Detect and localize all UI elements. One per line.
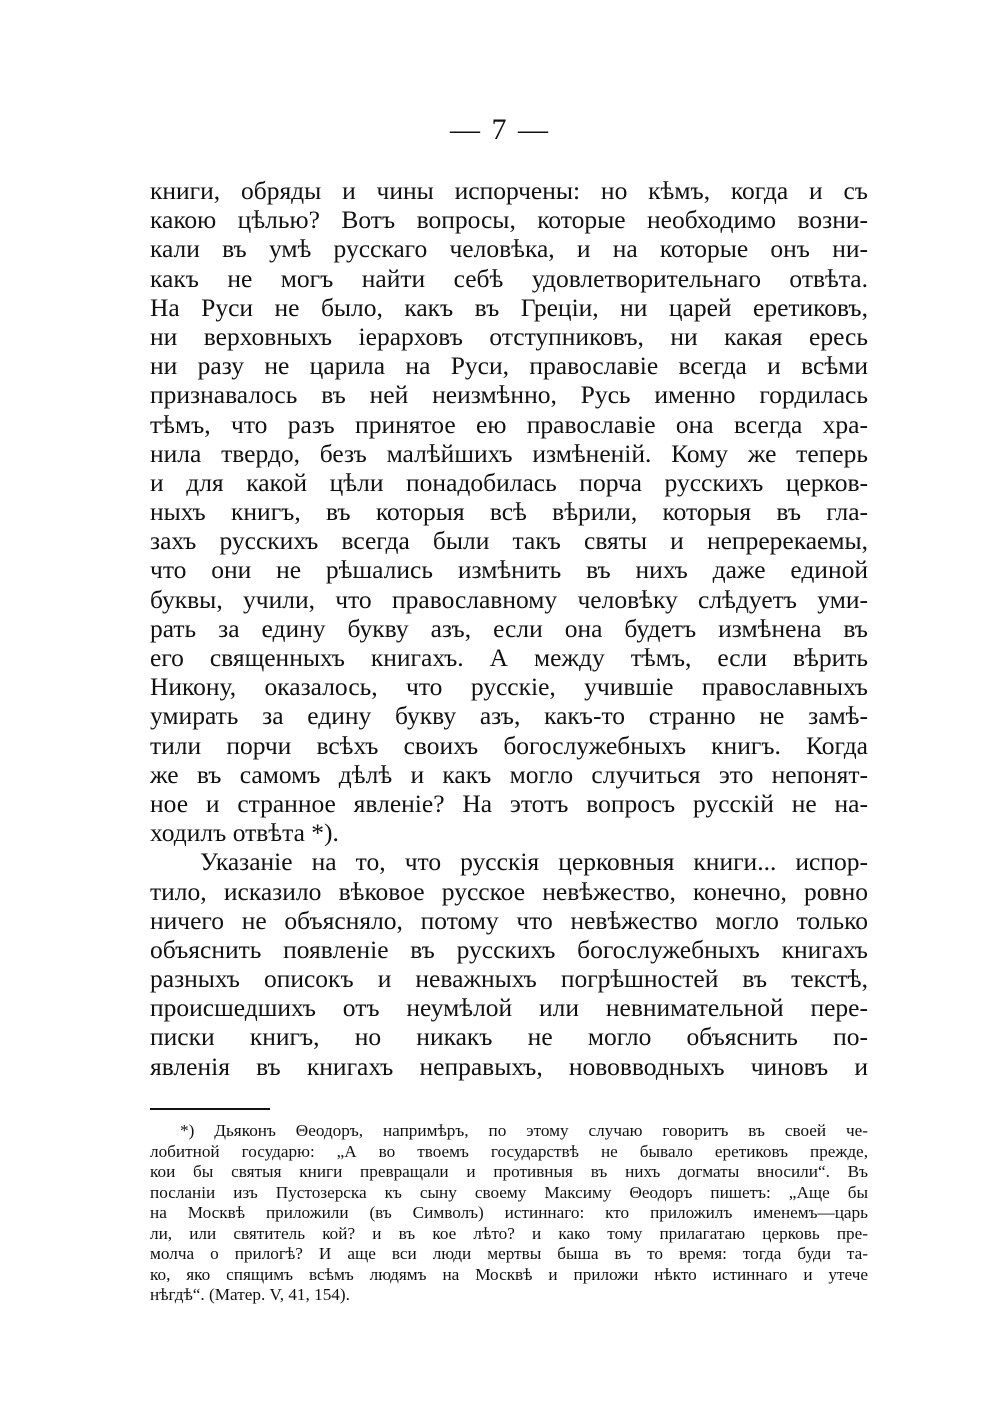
text-line: нила твердо, безъ малѣйшихъ измѣненій. Кому же теперь bbox=[150, 438, 868, 468]
footnote-line: на Москвѣ приложили (въ Символъ) истиннаго: кто приложилъ именемъ—царь bbox=[150, 1203, 868, 1222]
text-line: его священныхъ книгахъ. А между тѣмъ, если вѣрить bbox=[150, 643, 868, 672]
text-line: ни верховныхъ іерарховъ отступниковъ, ни какая ересь bbox=[150, 321, 868, 351]
text-line: же въ самомъ дѣлѣ и какъ могло случиться это непонят- bbox=[150, 759, 868, 789]
text-line: явленія въ книгахъ неправыхъ, нововводныхъ чиновъ и bbox=[150, 1051, 868, 1081]
footnote-line: кои бы святыя книги превращали и противныя въ нихъ догматы вносили“. Въ bbox=[150, 1162, 868, 1181]
text-line: рать за едину букву азъ, если она будетъ измѣнена въ bbox=[150, 613, 868, 643]
text-line: кали въ умѣ русскаго человѣка, и на которые онъ ни- bbox=[150, 234, 868, 264]
text-line: писки книгъ, но никакъ не могло объяснить по- bbox=[150, 1022, 868, 1052]
text-line: ничего не объясняло, потому что невѣжество могло только bbox=[150, 905, 868, 935]
text-line: разныхъ описокъ и неважныхъ погрѣшностей въ текстѣ, bbox=[150, 964, 868, 994]
footnote-line: лобитной государю: „А во твоемъ государствѣ не бывало еретиковъ прежде, bbox=[150, 1141, 868, 1161]
page-number: — 7 — bbox=[450, 113, 550, 146]
footnote-line: ли, или святитель кой? и въ кое лѣто? и како тому прилагатаю церковь пре- bbox=[150, 1223, 868, 1243]
text-line: ходилъ отвѣта *). bbox=[150, 818, 339, 848]
text-line: что они не рѣшались измѣнить въ нихъ даже единой bbox=[150, 555, 868, 585]
text-line: На Руси не было, какъ въ Греціи, ни царей еретиковъ, bbox=[150, 292, 868, 322]
footnote-line: посланіи изъ Пустозерска къ сыну своему Максиму Θеодоръ пишетъ: „Аще бы bbox=[150, 1182, 868, 1202]
text-line: буквы, учили, что православному человѣку слѣдуетъ уми- bbox=[150, 584, 868, 614]
text-line: ни разу не царила на Руси, православіе всегда и всѣми bbox=[150, 351, 868, 381]
text-line: происшедшихъ отъ неумѣлой или невнимательной пере- bbox=[150, 993, 868, 1023]
text-line: тѣмъ, что разъ принятое ею православіе она всегда хра- bbox=[150, 409, 868, 439]
text-line: Никону, оказалось, что русскіе, учившіе православныхъ bbox=[150, 672, 868, 702]
text-line: объяснить появленіе въ русскихъ богослужебныхъ книгахъ bbox=[150, 934, 868, 964]
text-line: какою цѣлью? Вотъ вопросы, которые необходимо возни- bbox=[150, 205, 868, 235]
text-line: и для какой цѣли понадобилась порча русскихъ церков- bbox=[150, 467, 868, 497]
footnote-line: ко, яко спящимъ всѣмъ людямъ на Москвѣ и приложи нѣкто истиннаго и утече bbox=[150, 1264, 868, 1284]
text-line: книги, обряды и чины испорчены: но кѣмъ, когда и съ bbox=[150, 176, 868, 205]
text-line: тило, исказило вѣковое русское невѣжество, конечно, ровно bbox=[150, 876, 868, 906]
footnote bbox=[150, 1121, 868, 1306]
text-line: умирать за едину букву азъ, какъ-то странно не замѣ- bbox=[150, 701, 868, 731]
text-line: захъ русскихъ всегда были такъ святы и непререкаемы, bbox=[150, 526, 868, 556]
text-line: ное и странное явленіе? На этотъ вопросъ русскій не на- bbox=[150, 788, 868, 818]
footnote-line: нѣгдѣ“. (Матер. V, 41, 154). bbox=[150, 1285, 350, 1304]
main-text bbox=[150, 176, 868, 1081]
text-line: ныхъ книгъ, въ которыя всѣ вѣрили, которыя въ гла- bbox=[150, 497, 868, 527]
footnote-line: молча о прилогѣ? И аще вси люди мертвы быша въ то время: тогда буди та- bbox=[150, 1244, 868, 1263]
text-line: признавалось въ ней неизмѣнно, Русь именно гордилась bbox=[150, 380, 868, 410]
text-line: какъ не могъ найти себѣ удовлетворительнаго отвѣта. bbox=[150, 263, 868, 293]
footnote-line: *) Дьяконъ Θеодоръ, напримѣръ, по этому случаю говоритъ въ своей че- bbox=[180, 1121, 868, 1140]
footnote-divider bbox=[150, 1108, 270, 1110]
text-line: Указаніе на то, что русскія церковныя книги... испор- bbox=[200, 847, 868, 877]
text-line: тили порчи всѣхъ своихъ богослужебныхъ книгъ. Когда bbox=[150, 730, 868, 760]
